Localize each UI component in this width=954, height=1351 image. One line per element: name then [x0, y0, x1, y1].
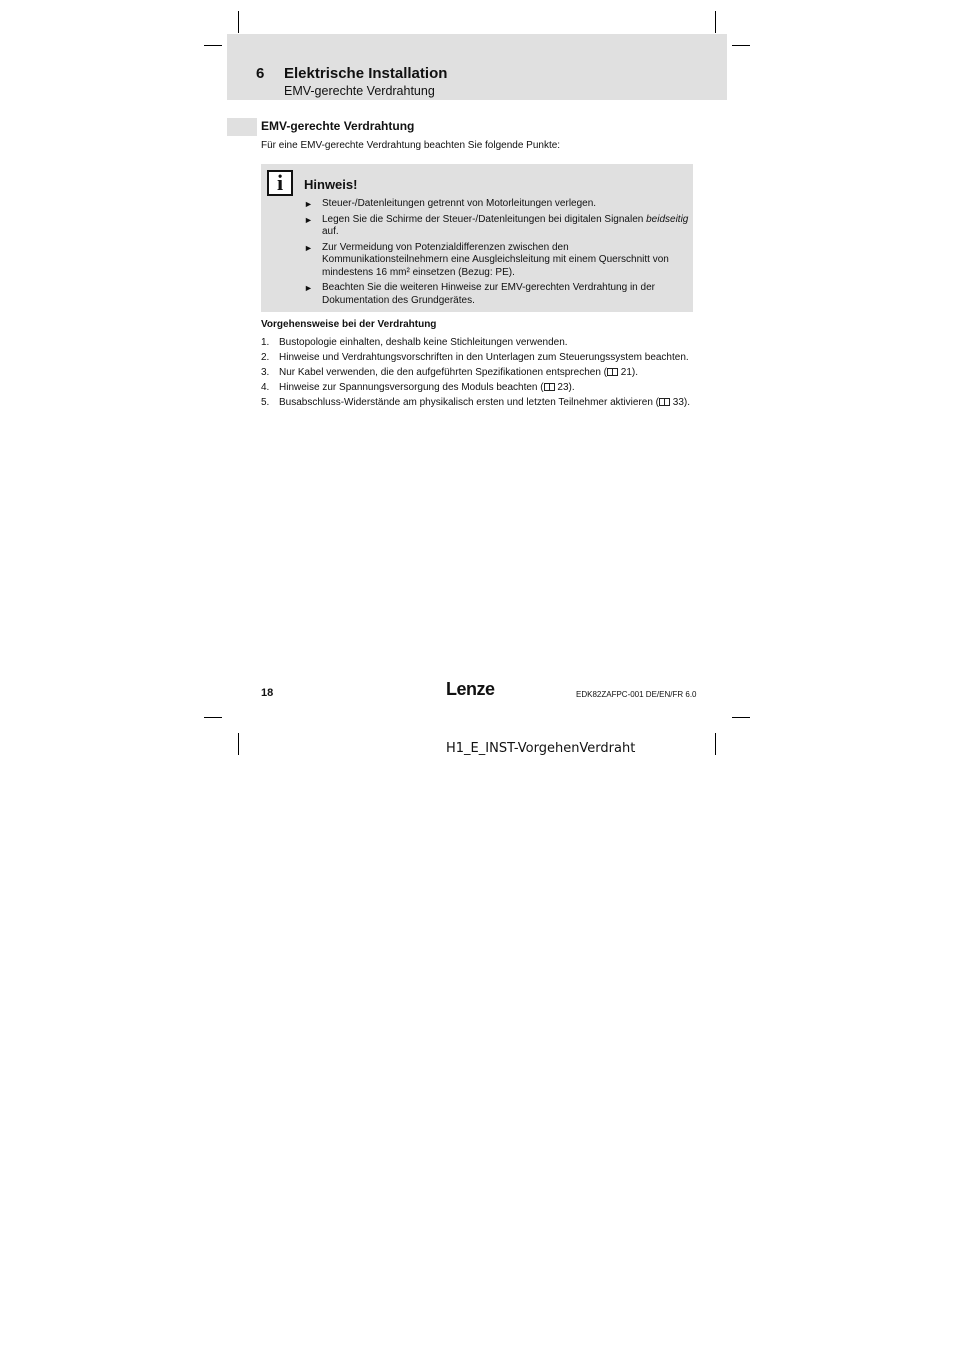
section-heading: EMV-gerechte Verdrahtung [261, 119, 415, 133]
crop-mark [204, 45, 222, 46]
note-title: Hinweis! [304, 177, 358, 192]
document-code: EDK82ZAFPC-001 DE/EN/FR 6.0 [576, 690, 697, 699]
procedure-step [261, 367, 693, 380]
crop-mark [238, 733, 239, 755]
step-number: 3. [261, 367, 270, 378]
procedure-step [261, 382, 693, 395]
step-number: 4. [261, 382, 270, 393]
step-number: 1. [261, 337, 270, 348]
page-tag: H1_E_INST-VorgehenVerdraht [446, 741, 636, 756]
note-list [304, 198, 689, 310]
bullet-arrow-icon: ► [304, 242, 313, 253]
procedure-heading: Vorgehensweise bei der Verdrahtung [261, 319, 437, 330]
crop-mark [238, 11, 239, 33]
section-marker [227, 118, 257, 136]
lenze-logo: Lenze [446, 679, 495, 699]
step-text-tail: ). [683, 397, 691, 408]
book-icon [544, 383, 555, 391]
step-text: Hinweise zur Spannungsversorgung des Moduls beachten ( [279, 382, 544, 393]
page-reference[interactable]: 21 [618, 367, 632, 378]
crop-mark [732, 717, 750, 718]
book-icon [659, 398, 670, 406]
step-number: 2. [261, 352, 270, 363]
step-text: Busabschluss-Widerstände am physikalisch ersten und letzten Teilnehmer aktivieren ( [279, 397, 659, 408]
info-icon [267, 170, 293, 196]
procedure-steps [261, 337, 693, 412]
bullet-arrow-icon: ► [304, 199, 313, 209]
page-reference[interactable]: 23 [554, 382, 569, 393]
intro-text: Für eine EMV-gerechte Verdrahtung beachten Sie folgende Punkte: [261, 140, 561, 151]
crop-mark [715, 733, 716, 755]
bullet-arrow-icon: ► [304, 214, 313, 225]
step-text-tail: ). [568, 382, 575, 393]
chapter-title: Elektrische Installation [284, 65, 448, 82]
crop-mark [204, 717, 222, 718]
crop-mark [715, 11, 716, 33]
chapter-subtitle: EMV-gerechte Verdrahtung [284, 84, 435, 98]
step-text: Nur Kabel verwenden, die den aufgeführten Spezifikationen entsprechen ( [279, 367, 607, 378]
crop-mark [732, 45, 750, 46]
bullet-arrow-icon: ► [304, 283, 313, 293]
procedure-step [261, 397, 693, 410]
procedure-step [261, 337, 693, 350]
note-item-text: Steuer-/Datenleitungen getrennt von Motorleitungen verlegen. [322, 198, 597, 209]
procedure-step [261, 352, 693, 365]
info-icon-glyph: i [276, 170, 284, 195]
step-text: Bustopologie einhalten, deshalb keine Stichleitungen verwenden. [279, 337, 568, 348]
step-text-tail: ). [631, 367, 639, 378]
book-icon [607, 368, 618, 376]
note-item-text: Legen Sie die Schirme der Steuer-/Datenleitungen bei digitalen Signalen [322, 213, 647, 225]
note-item-emphasis: beidseitig [646, 213, 689, 225]
step-number: 5. [261, 397, 270, 408]
step-text: Hinweise und Verdrahtungsvorschriften in den Unterlagen zum Steuerungssystem beachten. [279, 352, 689, 363]
note-item-text: Zur Vermeidung von Potenzialdifferenzen zwischen den Kommunikationsteilnehmern eine Ausgleichsleitung mit einem Querschnitt von mindestens 16 mm² einsetzen (Bezug: PE). [322, 241, 669, 278]
note-item [304, 198, 689, 211]
chapter-number: 6 [256, 65, 265, 82]
note-item [304, 214, 689, 239]
page-number: 18 [261, 687, 274, 699]
note-item [304, 242, 689, 280]
page-reference[interactable]: 33 [670, 397, 684, 408]
note-item-text: Beachten Sie die weiteren Hinweise zur EMV-gerechten Verdrahtung in der Dokumentation des Grundgerätes. [322, 282, 655, 306]
note-item [304, 282, 689, 307]
note-item-text: auf. [322, 226, 339, 237]
